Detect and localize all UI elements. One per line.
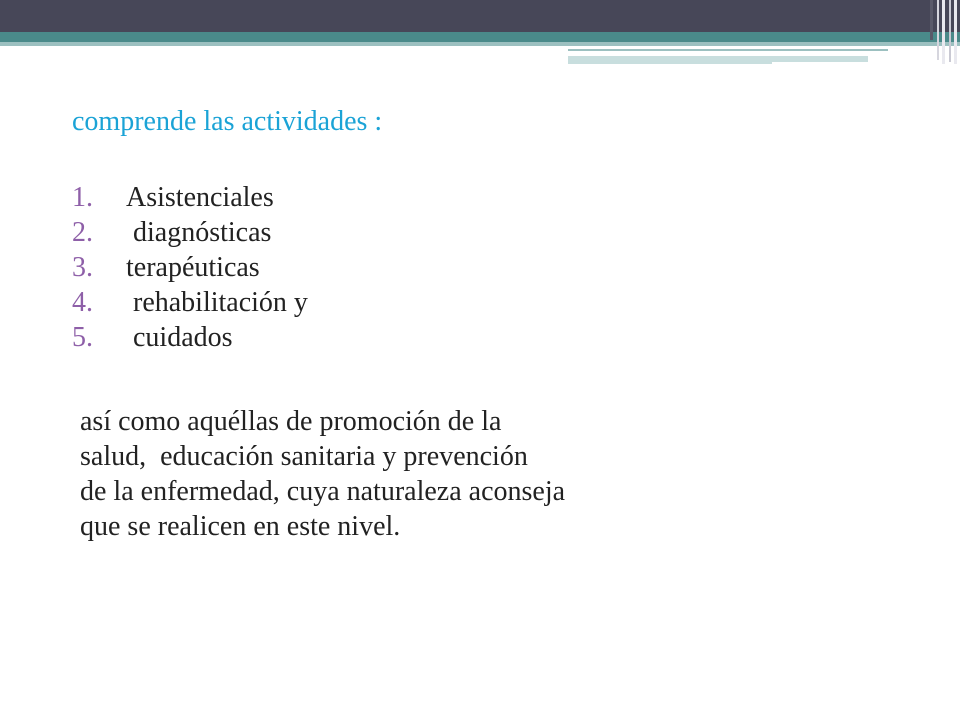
list-item <box>72 320 308 355</box>
list-number: 2. <box>72 217 93 248</box>
activity-list <box>72 180 308 355</box>
corner-tab-line <box>937 0 939 60</box>
header-teal-bar <box>0 32 960 42</box>
slide-heading: comprende las actividades : <box>72 106 383 137</box>
list-number: 4. <box>72 287 93 318</box>
list-item <box>72 250 308 285</box>
corner-tab-line <box>949 0 951 62</box>
list-number: 1. <box>72 182 93 213</box>
list-number: 3. <box>72 252 93 283</box>
list-number: 5. <box>72 322 93 353</box>
list-text: terapéuticas <box>126 252 260 283</box>
corner-tab-line <box>930 0 933 40</box>
paragraph-line: que se realicen en este nivel. <box>80 511 401 542</box>
paragraph-line: de la enfermedad, cuya naturaleza aconseja <box>80 476 566 507</box>
list-text: diagnósticas <box>126 217 272 248</box>
paragraph-line: salud, educación sanitaria y prevención <box>80 441 528 472</box>
list-item <box>72 285 308 320</box>
list-item <box>72 180 308 215</box>
header-accent-line <box>568 49 888 51</box>
header-light-bar <box>0 42 960 46</box>
list-item <box>72 215 308 250</box>
corner-tab-line <box>942 0 945 64</box>
description-paragraph <box>80 404 780 544</box>
corner-tab-line <box>954 0 957 64</box>
header-accent-gap <box>772 62 892 64</box>
header-dark-bar <box>0 0 960 32</box>
list-text: Asistenciales <box>126 182 274 213</box>
list-text: cuidados <box>126 322 233 353</box>
list-text: rehabilitación y <box>126 287 308 318</box>
paragraph-line: así como aquéllas de promoción de la <box>80 406 502 437</box>
